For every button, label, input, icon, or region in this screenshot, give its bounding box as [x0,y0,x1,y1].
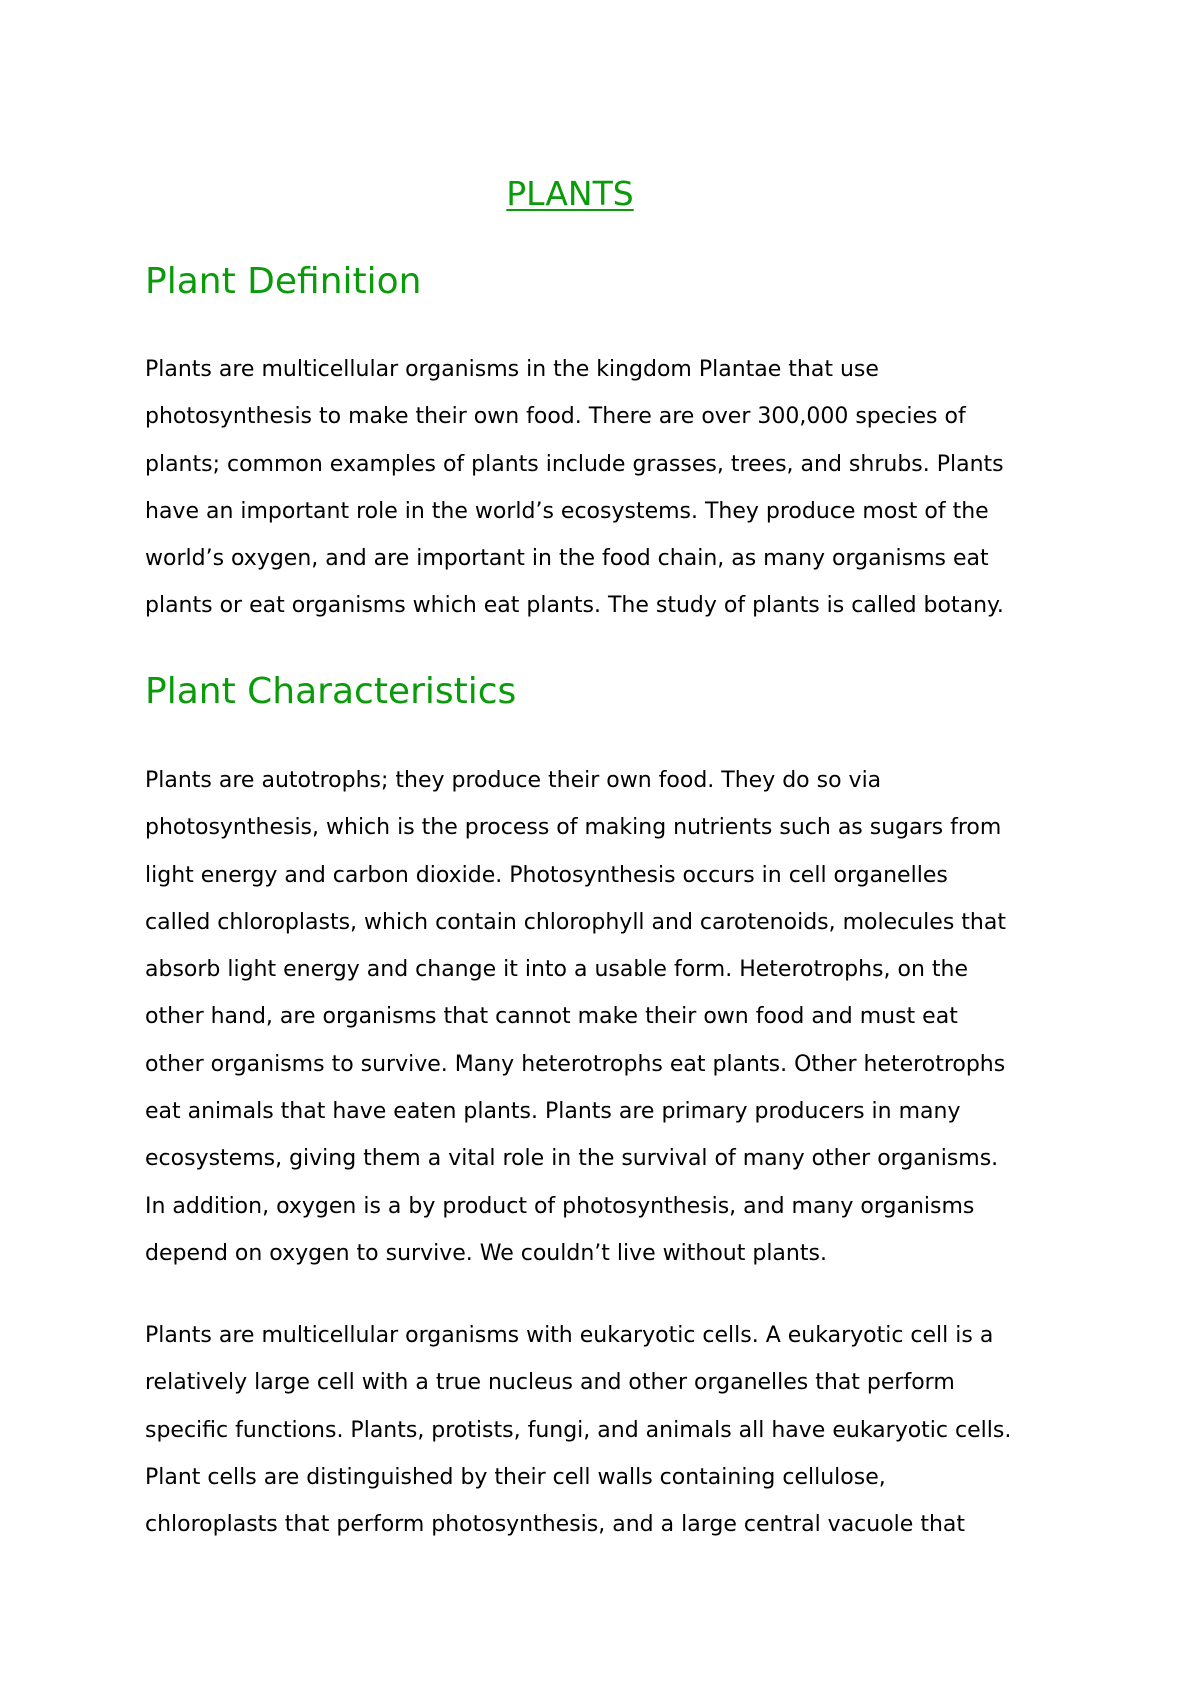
text-line: other hand, are organisms that cannot make their own food and must eat [145,1004,958,1030]
text-line: eat animals that have eaten plants. Plants are primary producers in many [145,1099,961,1125]
text-line: In addition, oxygen is a by product of photosynthesis, and many organisms [145,1193,975,1219]
text-line: absorb light energy and change it into a usable form. Heterotrophs, on the [145,957,968,983]
text-line: plants or eat organisms which eat plants. The study of plants is called botany. [145,593,1004,619]
text-line: photosynthesis, which is the process of making nutrients such as sugars from [145,815,1002,841]
document-title: PLANTS [506,174,634,213]
text-line: light energy and carbon dioxide. Photosynthesis occurs in cell organelles [145,862,948,888]
paragraph-plant-definition [145,346,1145,630]
section-heading-plant-characteristics: Plant Characteristics [145,671,517,712]
text-line: ecosystems, giving them a vital role in the survival of many other organisms. [145,1146,999,1172]
paragraph-eukaryotic-cells [145,1312,1145,1548]
paragraph-autotrophs [145,757,1145,1277]
text-line: depend on oxygen to survive. We couldn’t live without plants. [145,1240,827,1266]
text-line: other organisms to survive. Many heterotrophs eat plants. Other heterotrophs [145,1051,1006,1077]
text-line: called chloroplasts, which contain chlorophyll and carotenoids, molecules that [145,909,1006,935]
section-heading-plant-definition: Plant Definition [145,261,422,302]
text-line: Plants are autotrophs; they produce their own food. They do so via [145,768,882,793]
text-line: specific functions. Plants, protists, fungi, and animals all have eukaryotic cells. [145,1417,1012,1443]
text-line: plants; common examples of plants include grasses, trees, and shrubs. Plants [145,451,1004,477]
text-line: relatively large cell with a true nucleus and other organelles that perform [145,1370,955,1396]
text-line: Plants are multicellular organisms with eukaryotic cells. A eukaryotic cell is a [145,1323,994,1348]
text-line: chloroplasts that perform photosynthesis, and a large central vacuole that [145,1512,965,1538]
text-line: Plants are multicellular organisms in the kingdom Plantae that use [145,357,879,382]
text-line: have an important role in the world’s ecosystems. They produce most of the [145,498,989,524]
text-line: Plant cells are distinguished by their cell walls containing cellulose, [145,1464,886,1490]
text-line: photosynthesis to make their own food. There are over 300,000 species of [145,404,966,430]
text-line: world’s oxygen, and are important in the food chain, as many organisms eat [145,546,989,572]
